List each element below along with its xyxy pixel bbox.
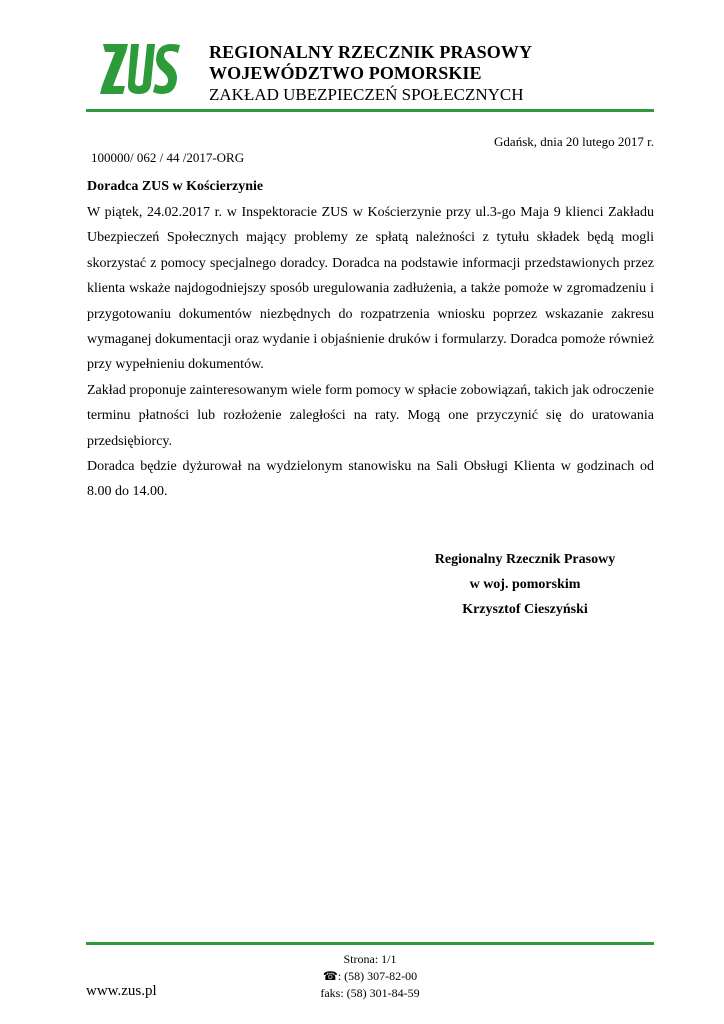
header-line-2: WOJEWÓDZTWO POMORSKIE bbox=[209, 63, 482, 83]
document-title: Doradca ZUS w Kościerzynie bbox=[87, 179, 264, 194]
signature-block bbox=[400, 547, 650, 622]
signature-line-2: w woj. pomorskim bbox=[469, 577, 581, 592]
header-divider bbox=[86, 109, 654, 112]
footer-divider bbox=[86, 942, 654, 945]
reference-number: 100000/ 062 / 44 /2017-ORG bbox=[91, 150, 245, 165]
document-body bbox=[87, 200, 654, 505]
telephone-icon: ☎ bbox=[322, 969, 338, 983]
paragraph: Zakład proponuje zainteresowanym wiele form pomocy w spłacie zobowiązań, takich jak odroczenie terminu płatności lub rozłożenie zaległości na raty. Mogą one przyczynić się do uratowania przedsiębiorcy. bbox=[87, 382, 654, 449]
paragraph: Doradca będzie dyżurował na wydzielonym stanowisku na Sali Obsługi Klienta w godzinach od 8.00 do 14.00. bbox=[87, 459, 654, 500]
fax-number: faks: (58) 301-84-59 bbox=[320, 986, 420, 1000]
phone-number: : (58) 307-82-00 bbox=[337, 969, 418, 983]
document-date: Gdańsk, dnia 20 lutego 2017 r. bbox=[494, 134, 654, 149]
zus-logo bbox=[100, 42, 182, 96]
header-line-1: REGIONALNY RZECZNIK PRASOWY bbox=[209, 42, 533, 62]
header-line-3: ZAKŁAD UBEZPIECZEŃ SPOŁECZNYCH bbox=[209, 85, 524, 104]
phone-line bbox=[290, 968, 450, 985]
page-number: Strona: 1/1 bbox=[343, 952, 397, 966]
website-link[interactable]: www.zus.pl bbox=[86, 983, 157, 999]
signature-line-1: Regionalny Rzecznik Prasowy bbox=[434, 552, 616, 567]
signature-line-3: Krzysztof Cieszyński bbox=[462, 602, 588, 617]
header-block bbox=[209, 42, 532, 105]
footer-contact bbox=[290, 951, 450, 1002]
paragraph: W piątek, 24.02.2017 r. w Inspektoracie ZUS w Kościerzynie przy ul.3-go Maja 9 klienci Zakładu Ubezpieczeń Społecznych mający problemy ze spłatą należności z tytułu składek będą mogli skorzystać z pomocy specjalnego doradcy. Doradca na podstawie informacji przedstawionych przez klienta wskaże najdogodniejszy sposób uregulowania zadłużenia, a także pomoże w zgromadzeniu i przygotowaniu dokumentów niezbędnych do rozpatrzenia wniosku poprzez wskazanie zakresu wymaganej dokumentacji oraz wydanie i objaśnienie druków i formularzy. Doradca pomoże również przy wypełnieniu dokumentów. bbox=[87, 205, 654, 373]
